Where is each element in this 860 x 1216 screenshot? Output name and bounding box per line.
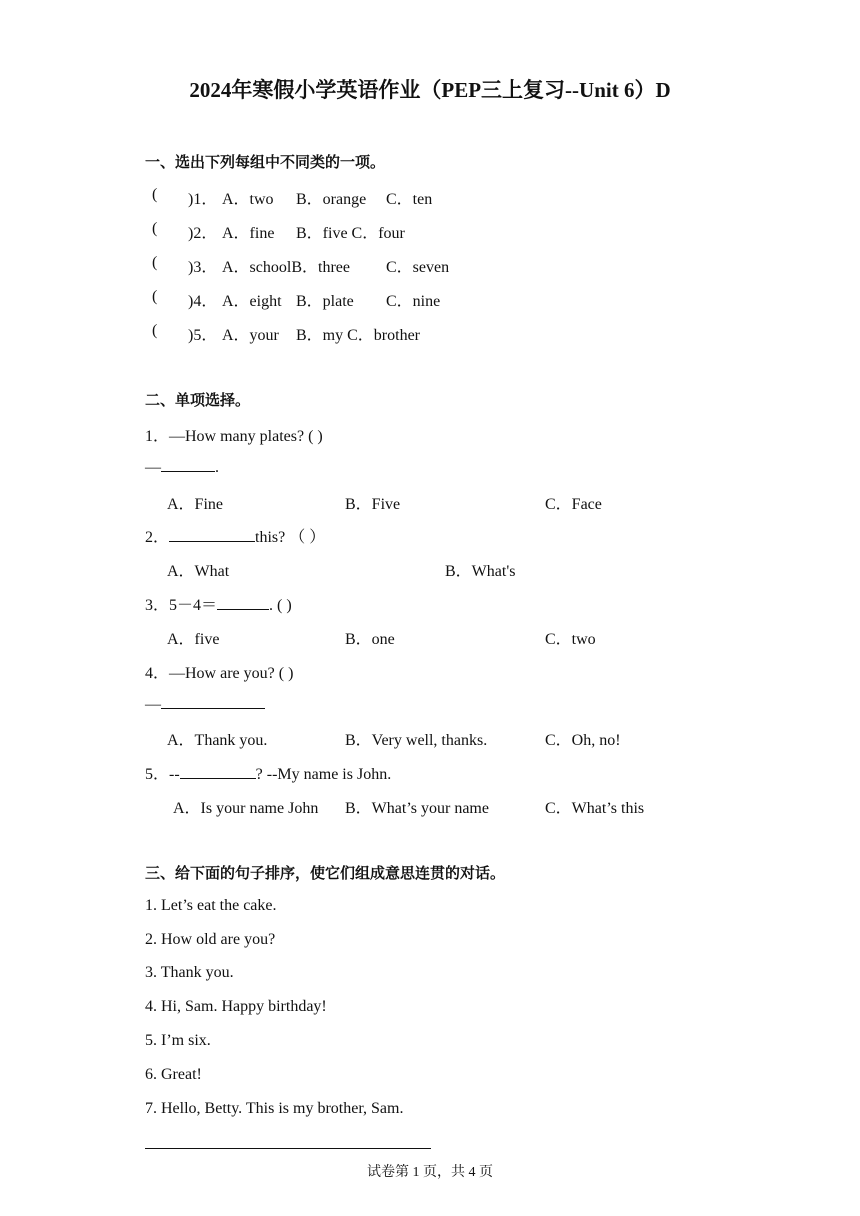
question-4-stem: 4．—How are you? ( ) <box>145 665 294 682</box>
q1-option-a: A．Fine <box>167 496 224 513</box>
q2-option-b: B．What's <box>445 563 516 580</box>
answer-blank[interactable] <box>161 694 265 709</box>
q4-option-b: B．Very well, thanks. <box>345 732 488 749</box>
page-footer: 试卷第 1 页，共 4 页 <box>367 1165 493 1180</box>
dialogue-sentence: 3. Thank you. <box>145 964 234 981</box>
q3-option-a: A．five <box>167 631 220 648</box>
section-1-heading: 一、选出下列每组中不同类的一项。 <box>145 153 386 171</box>
q4-option-c: C．Oh, no! <box>545 732 621 749</box>
item-number: )1． <box>188 191 218 208</box>
q3-option-c: C．two <box>545 631 596 648</box>
q5-option-b: B．What’s your name <box>345 800 489 817</box>
answer-blank[interactable] <box>169 527 255 542</box>
option-b: B．my C．brother <box>296 327 420 344</box>
question-4-answer-line <box>145 694 265 714</box>
question-text: ? --My name is John. <box>255 766 392 783</box>
q4-option-a: A．Thank you. <box>167 732 268 749</box>
answer-paren[interactable]: ( <box>152 322 158 339</box>
dash: — <box>145 696 161 713</box>
question-number: 5．-- <box>145 766 180 783</box>
question-1-stem: 1．—How many plates? ( ) <box>145 428 323 445</box>
question-2-stem <box>145 524 325 547</box>
q1-option-c: C．Face <box>545 496 602 513</box>
question-1-answer-line <box>145 457 219 477</box>
section-2-heading: 二、单项选择。 <box>145 391 251 409</box>
question-3-stem <box>145 592 292 615</box>
option-a: A．schoolB．three <box>222 259 350 276</box>
question-text: 3．5－4＝ <box>145 597 218 614</box>
dialogue-sentence: 1. Let’s eat the cake. <box>145 897 277 914</box>
option-b: B．five C．four <box>296 225 405 242</box>
dialogue-sentence: 7. Hello, Betty. This is my brother, Sam. <box>145 1100 404 1117</box>
answer-blank[interactable] <box>217 595 269 610</box>
q1-option-b: B．Five <box>345 496 401 513</box>
item-number: )4． <box>188 293 218 310</box>
answer-paren[interactable]: ( <box>152 220 158 237</box>
dialogue-sentence: 5. I’m six. <box>145 1032 211 1049</box>
answer-blank[interactable] <box>180 764 256 779</box>
option-b: B．plate <box>296 293 354 310</box>
section-3-heading: 三、给下面的句子排序，使它们组成意思连贯的对话。 <box>145 864 506 882</box>
q2-option-a: A．What <box>167 563 230 580</box>
answer-blank[interactable] <box>161 457 215 472</box>
question-text: this? （ ） <box>255 529 326 546</box>
item-number: )2． <box>188 225 218 242</box>
dialogue-sentence: 2. How old are you? <box>145 931 276 948</box>
q5-option-c: C．What’s this <box>545 800 645 817</box>
option-a: A．fine <box>222 225 275 242</box>
question-number: 2． <box>145 529 170 546</box>
option-a: A．eight <box>222 293 282 310</box>
question-5-stem <box>145 761 391 784</box>
q3-option-b: B．one <box>345 631 395 648</box>
option-c: C．nine <box>386 293 441 310</box>
answer-paren[interactable]: ( <box>152 186 158 203</box>
dialogue-sentence: 6. Great! <box>145 1066 202 1083</box>
item-number: )3． <box>188 259 218 276</box>
footer-divider <box>145 1148 431 1149</box>
q5-option-a: A．Is your name John <box>173 800 319 817</box>
option-a: A．two <box>222 191 274 208</box>
option-a: A．your <box>222 327 279 344</box>
page-title: 2024年寒假小学英语作业（PEP三上复习--Unit 6）D <box>189 78 671 102</box>
item-number: )5． <box>188 327 218 344</box>
option-b: B．orange <box>296 191 367 208</box>
answer-paren[interactable]: ( <box>152 254 158 271</box>
answer-paren[interactable]: ( <box>152 288 158 305</box>
dialogue-sentence: 4. Hi, Sam. Happy birthday! <box>145 998 327 1015</box>
option-c: C．seven <box>386 259 450 276</box>
dash: — <box>145 459 161 476</box>
period: . <box>215 459 219 476</box>
question-suffix: . ( ) <box>269 597 292 614</box>
option-c: C．ten <box>386 191 433 208</box>
